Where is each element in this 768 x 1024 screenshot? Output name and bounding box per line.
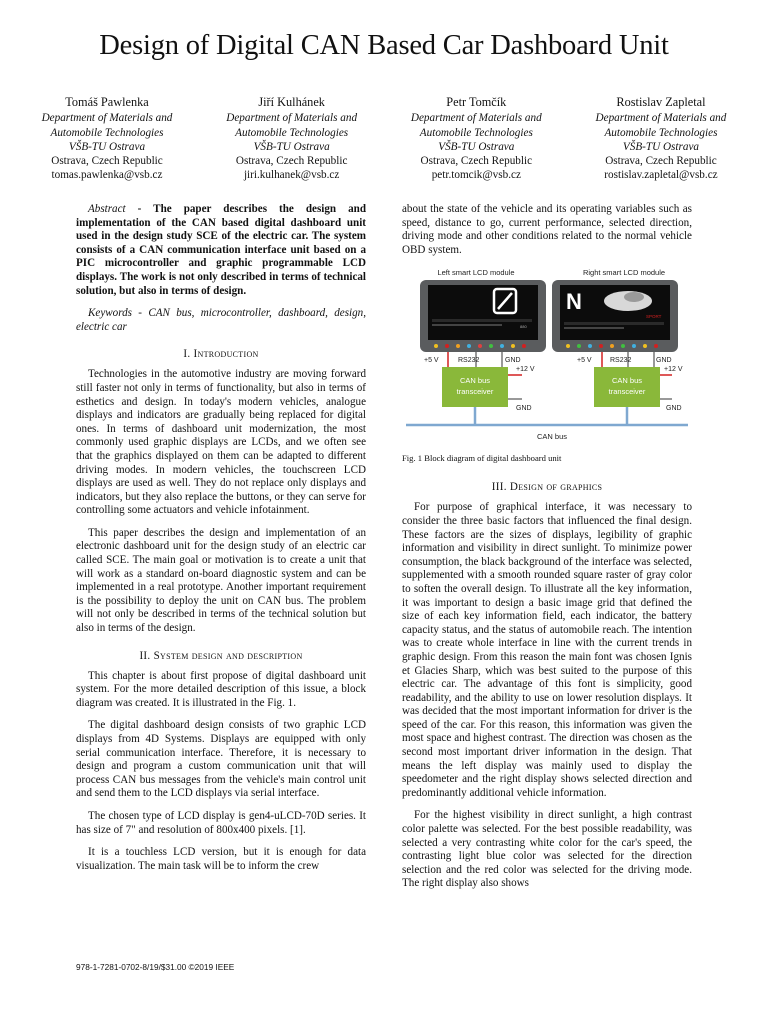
- author-2: [391, 95, 561, 183]
- indicator-icon: [456, 344, 460, 348]
- right-direction-letter: N: [566, 289, 582, 315]
- indicator-icon: [445, 344, 449, 348]
- indicator-icon: [478, 344, 482, 348]
- right-small-text: SPORT: [646, 314, 662, 320]
- indicator-icon: [500, 344, 504, 348]
- author-email[interactable]: petr.tomcik@vsb.cz: [431, 169, 521, 182]
- author-dept: Automobile Technologies: [604, 126, 718, 139]
- transceiver-label: transceiver: [456, 387, 494, 397]
- indicator-icon: [588, 344, 592, 348]
- transceiver-label: CAN bus: [611, 376, 643, 386]
- right-bar2: [564, 327, 624, 329]
- author-univ: VŠB-TU Ostrava: [253, 140, 330, 153]
- author-3: [576, 95, 746, 183]
- indicator-icon: [577, 344, 581, 348]
- block-diagram-svg: [402, 267, 692, 447]
- indicator-icon: [610, 344, 614, 348]
- paragraph: For purpose of graphical interface, it was necessary to consider the three basic factors that influenced the final design. These factors are the sizes of displays, legibility of graphic information and visibility in direct sunlight. To minimize power consumption, the black background of the interface was selected, supplemented with a smooth rounded square raster of gray color to soften the overall design. To illustrate all the key information, it was important to design a basic image grid that defined the size of each key information field, each indicator, the battery capacity status, and the status of automobile reach. The intention was to create whole interface in line with the current trends in graphic design. From this reason the main font was chosen Ignis et Glacies Sharp, which was best suited to the purpose of this electric car. The advantage of this font is simplicity, good readability, and the ability to use on lower resolution displays. It was decided that the most important information for driver is the speed of the car. For this reason, this information was given the most space and highest contrast. The direction was chosen as the second most important driver information in the design. That means the left display was mainly used to display the speedometer and the right display shows selected direction and predominantly additional vehicle information.: [402, 501, 692, 799]
- author-email[interactable]: rostislav.zapletal@vsb.cz: [604, 169, 718, 182]
- abstract-text: The paper describes the design and implementation of the CAN based digital dashboard unit used in the design study SCE of the electric car. The system consists of a CAN communication interface unit based on a PIC microcontroller and graphic programmable LCD displays. The work is not only described in terms of technical solution, but also in terms of design.: [76, 203, 367, 297]
- paragraph: It is a touchless LCD version, but it is enough for data visualization. The main task will be to inform the crew: [76, 846, 366, 872]
- label-5v: +5 V: [424, 357, 439, 365]
- author-name: Rostislav Zapletal: [616, 95, 706, 109]
- author-dept: Department of Materials and: [595, 112, 727, 125]
- paper-title: Design of Digital CAN Based Car Dashboard Unit: [99, 30, 669, 61]
- indicator-icon: [434, 344, 438, 348]
- left-small-text: 880: [520, 324, 527, 330]
- author-city: Ostrava, Czech Republic: [420, 155, 533, 168]
- indicator-icon: [566, 344, 570, 348]
- paragraph: For the highest visibility in direct sunlight, a high contrast color palette was selected. For the best possible readability, was selected a very contrasting white color for the car's speed, the contrasting light blue color was selected for the direction selection and the red color was selected for the driving mode. The right display also shows: [402, 809, 692, 890]
- can-bus-label: CAN bus: [536, 432, 568, 442]
- section-heading-system-design: [76, 650, 366, 662]
- section-number: II.: [139, 649, 151, 662]
- author-dept: Automobile Technologies: [235, 126, 349, 139]
- abstract-label: Abstract: [88, 203, 126, 215]
- paragraph: The digital dashboard design consists of two graphic LCD displays from 4D Systems. Displays are equipped with only serial communication interface. Therefore, it is necessary to design and program a custom communication unit that will process CAN bus messages from the vehicle's main control unit and send them to the LCD displays via serial interface.: [76, 719, 366, 800]
- author-0: [22, 95, 192, 183]
- indicator-icon: [467, 344, 471, 348]
- indicator-icon: [621, 344, 625, 348]
- author-city: Ostrava, Czech Republic: [235, 155, 348, 168]
- author-city: Ostrava, Czech Republic: [51, 155, 163, 168]
- section-number: I.: [183, 348, 191, 361]
- author-name: Tomáš Pawlenka: [65, 95, 149, 109]
- section-title: System design and description: [153, 649, 303, 662]
- author-dept: Department of Materials and: [41, 112, 173, 125]
- section-heading-design-of-graphics: [402, 481, 692, 493]
- keywords: Keywords - CAN bus, microcontroller, dashboard, design, electric car: [76, 307, 366, 333]
- indicator-icon: [632, 344, 636, 348]
- label-12v: +12 V: [664, 366, 683, 374]
- label-5v: +5 V: [577, 357, 592, 365]
- label-rs232: RS232: [610, 357, 632, 365]
- author-dept: Automobile Technologies: [50, 126, 164, 139]
- paragraph: Technologies in the automotive industry are moving forward still faster not only in terms of functionality, but also in terms of esthetics and design. In today's modern vehicles, analogue displays and indicators are gradually being replaced for digital ones. In terms of dashboard unit modernization, the most commonly used graphic displays are LCDs, and we often see that the graphics displayed on them can be adapted to different driving modes. In modern vehicles, the touchscreen LCD displays are used as well. They do not replace only displays and indicators, but they also replace the buttons, or they can serve for controlling some actuators and vehicle infotainment.: [76, 368, 366, 517]
- right-column: [402, 203, 692, 900]
- paragraph: This paper describes the design and implementation of an electronic dashboard unit for the design study of an electric car called SCE. The main goal or motivation is to create a unit that will work as a standard on-board diagnostic system and can be implemented in a real prototype. Another important requirement is the possibility to deploy the unit on CAN bus. The problem will not only be described in terms of the technical solution but also in terms of the design.: [76, 526, 366, 635]
- left-module-label: Left smart LCD module: [437, 268, 515, 278]
- left-column: [76, 203, 366, 882]
- author-city: Ostrava, Czech Republic: [605, 155, 717, 168]
- transceiver-label: transceiver: [608, 387, 646, 397]
- right-module-label: Right smart LCD module: [582, 268, 666, 278]
- author-email[interactable]: jiri.kulhanek@vsb.cz: [243, 169, 340, 182]
- author-dept: Department of Materials and: [410, 112, 542, 125]
- left-bar2: [432, 324, 502, 326]
- label-gnd: GND: [505, 357, 521, 365]
- paragraph: This chapter is about first propose of digital dashboard unit system. For the more detailed description of this issue, a block diagram was created. It is illustrated in the Fig. 1.: [76, 669, 366, 709]
- section-title: Introduction: [193, 348, 259, 361]
- right-bar: [564, 322, 664, 325]
- author-block: [22, 95, 746, 183]
- section-title: Design of graphics: [509, 481, 603, 494]
- abstract: [76, 203, 366, 298]
- label-rs232: RS232: [458, 357, 480, 365]
- author-dept: Department of Materials and: [226, 112, 358, 125]
- transceiver-label: CAN bus: [459, 376, 491, 386]
- indicator-icon: [599, 344, 603, 348]
- label-gnd: GND: [516, 405, 532, 413]
- indicator-icon: [643, 344, 647, 348]
- section-heading-introduction: [76, 348, 366, 360]
- figure-block-diagram: [402, 267, 692, 447]
- label-gnd: GND: [666, 405, 682, 413]
- author-univ: VŠB-TU Ostrava: [438, 140, 515, 153]
- figure-caption: Fig. 1 Block diagram of digital dashboard unit: [402, 453, 562, 464]
- author-univ: VŠB-TU Ostrava: [68, 140, 146, 153]
- author-name: Jiří Kulhánek: [258, 95, 325, 109]
- author-univ: VŠB-TU Ostrava: [622, 140, 700, 153]
- section-number: III.: [491, 481, 507, 494]
- label-12v: +12 V: [516, 366, 535, 374]
- paragraph: The chosen type of LCD display is gen4-uLCD-70D series. It has size of 7" and resolution of 800x400 pixels. [1].: [76, 809, 366, 836]
- indicator-icon: [489, 344, 493, 348]
- abstract-sep: -: [125, 203, 154, 215]
- author-dept: Automobile Technologies: [419, 126, 533, 139]
- indicator-icon: [522, 344, 526, 348]
- label-gnd: GND: [656, 357, 672, 365]
- left-bar: [432, 319, 532, 322]
- author-email[interactable]: tomas.pawlenka@vsb.cz: [51, 169, 163, 182]
- author-name: Petr Tomčík: [446, 95, 507, 109]
- car-cabin: [624, 292, 644, 302]
- author-1: [207, 95, 377, 183]
- indicator-icon: [654, 344, 658, 348]
- copyright-footer: 978-1-7281-0702-8/19/$31.00 ©2019 IEEE: [76, 962, 235, 972]
- left-lcd-screen: [428, 285, 538, 340]
- paragraph: about the state of the vehicle and its operating variables such as speed, distance to go, current performance, selected direction, driving mode and other conditions related to the normal vehicle OBD system.: [402, 203, 692, 256]
- indicator-icon: [511, 344, 515, 348]
